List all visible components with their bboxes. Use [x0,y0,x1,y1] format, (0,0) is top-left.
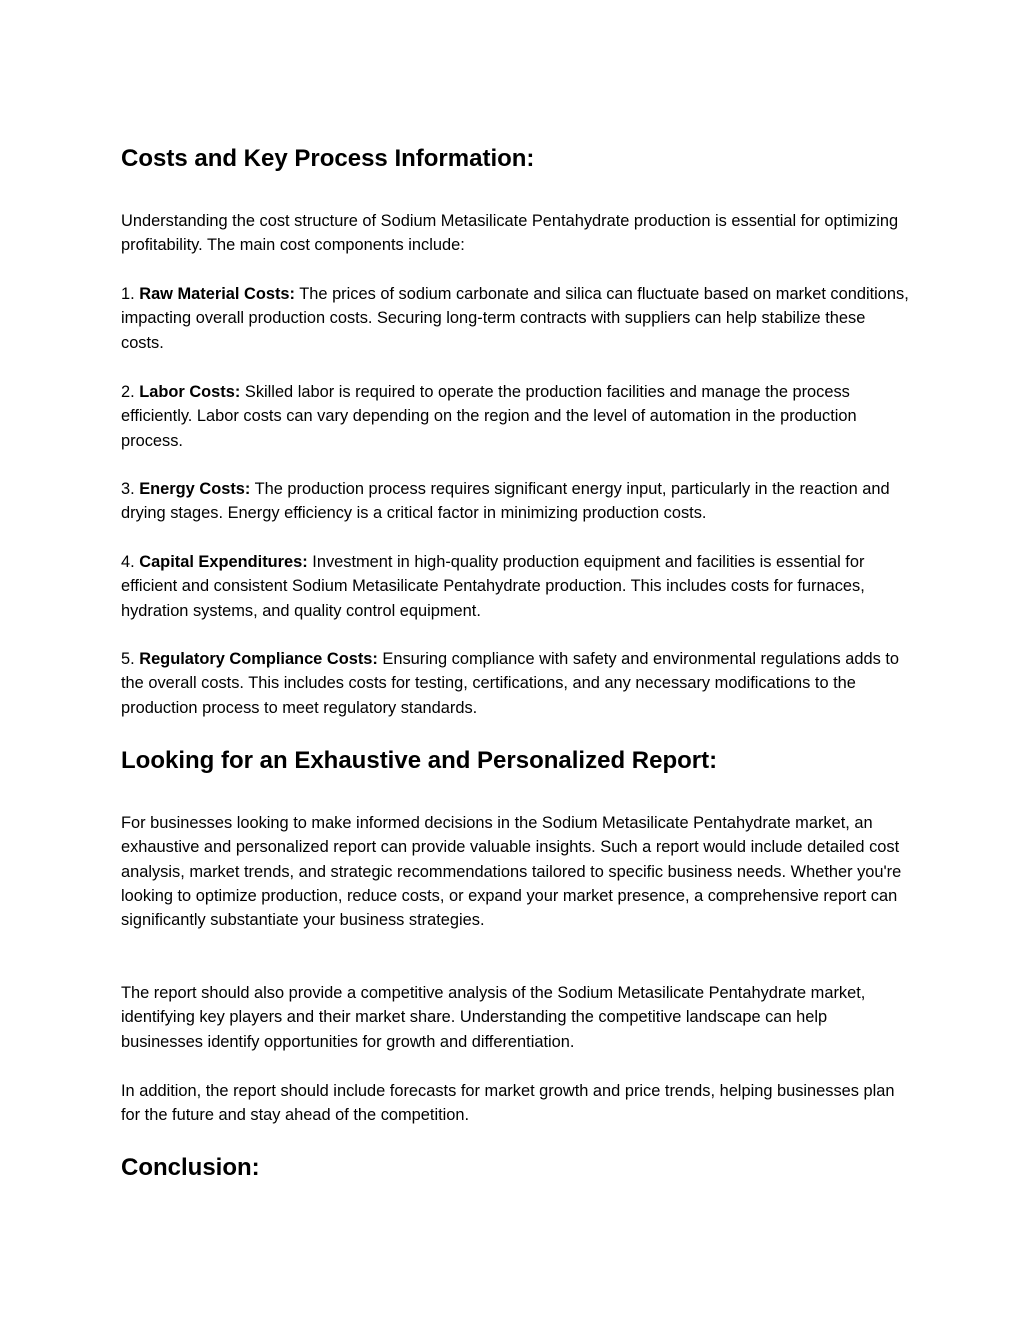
cost-item-title: Capital Expenditures: [139,553,308,571]
cost-item-title: Labor Costs: [139,383,241,401]
cost-item [121,550,911,623]
section-heading-report: Looking for an Exhaustive and Personalized Report: [121,747,718,774]
section-heading-costs: Costs and Key Process Information: [121,145,535,172]
report-paragraph: For businesses looking to make informed decisions in the Sodium Metasilicate Pentahydrate market, an exhaustive and personalized report can provide valuable insights. Such a report would include detailed cost analysis, market trends, and strategic recommendations tailored to specific business needs. Whether you're looking to optimize production, reduce costs, or expand your market presence, a comprehensive report can significantly substantiate your business strategies. [121,814,902,930]
cost-item-title: Regulatory Compliance Costs: [139,650,378,668]
cost-item-text: The prices of sodium carbonate and silica can fluctuate based on market conditions, impacting overall production costs. Securing long-term contracts with suppliers can help stabilize these costs. [121,285,909,352]
cost-item-text: Skilled labor is required to operate the production facilities and manage the process efficiently. Labor costs can vary depending on the region and the level of automation in the production process. [121,383,857,450]
cost-item-title: Raw Material Costs: [139,285,295,303]
section-heading-conclusion: Conclusion: [121,1154,260,1181]
cost-item [121,477,911,526]
cost-item-number: 2. [121,383,135,401]
cost-item-title: Energy Costs: [139,480,251,498]
report-paragraph: In addition, the report should include forecasts for market growth and price trends, helping businesses plan for the future and stay ahead of the competition. [121,1082,895,1125]
cost-item-number: 4. [121,553,135,571]
cost-item [121,282,911,355]
cost-item [121,380,911,453]
cost-item-text: The production process requires significant energy input, particularly in the reaction and drying stages. Energy efficiency is a critical factor in minimizing production costs. [121,480,890,523]
cost-item-text: Ensuring compliance with safety and environmental regulations adds to the overall costs. This includes costs for testing, certifications, and any necessary modifications to the production process to meet regulatory standards. [121,650,900,717]
report-paragraph: The report should also provide a competitive analysis of the Sodium Metasilicate Pentahydrate market, identifying key players and their market share. Understanding the competitive landscape can help businesses identify opportunities for growth and differentiation. [121,984,866,1051]
costs-intro-paragraph: Understanding the cost structure of Sodium Metasilicate Pentahydrate production is essential for optimizing profitability. The main cost components include: [121,212,899,255]
cost-item-number: 5. [121,650,135,668]
cost-item-number: 3. [121,480,135,498]
cost-item-number: 1. [121,285,135,303]
cost-item-text: Investment in high-quality production equipment and facilities is essential for efficient and consistent Sodium Metasilicate Pentahydrate production. This includes costs for furnaces, hydration systems, and quality control equipment. [121,553,865,620]
cost-item [121,647,911,720]
